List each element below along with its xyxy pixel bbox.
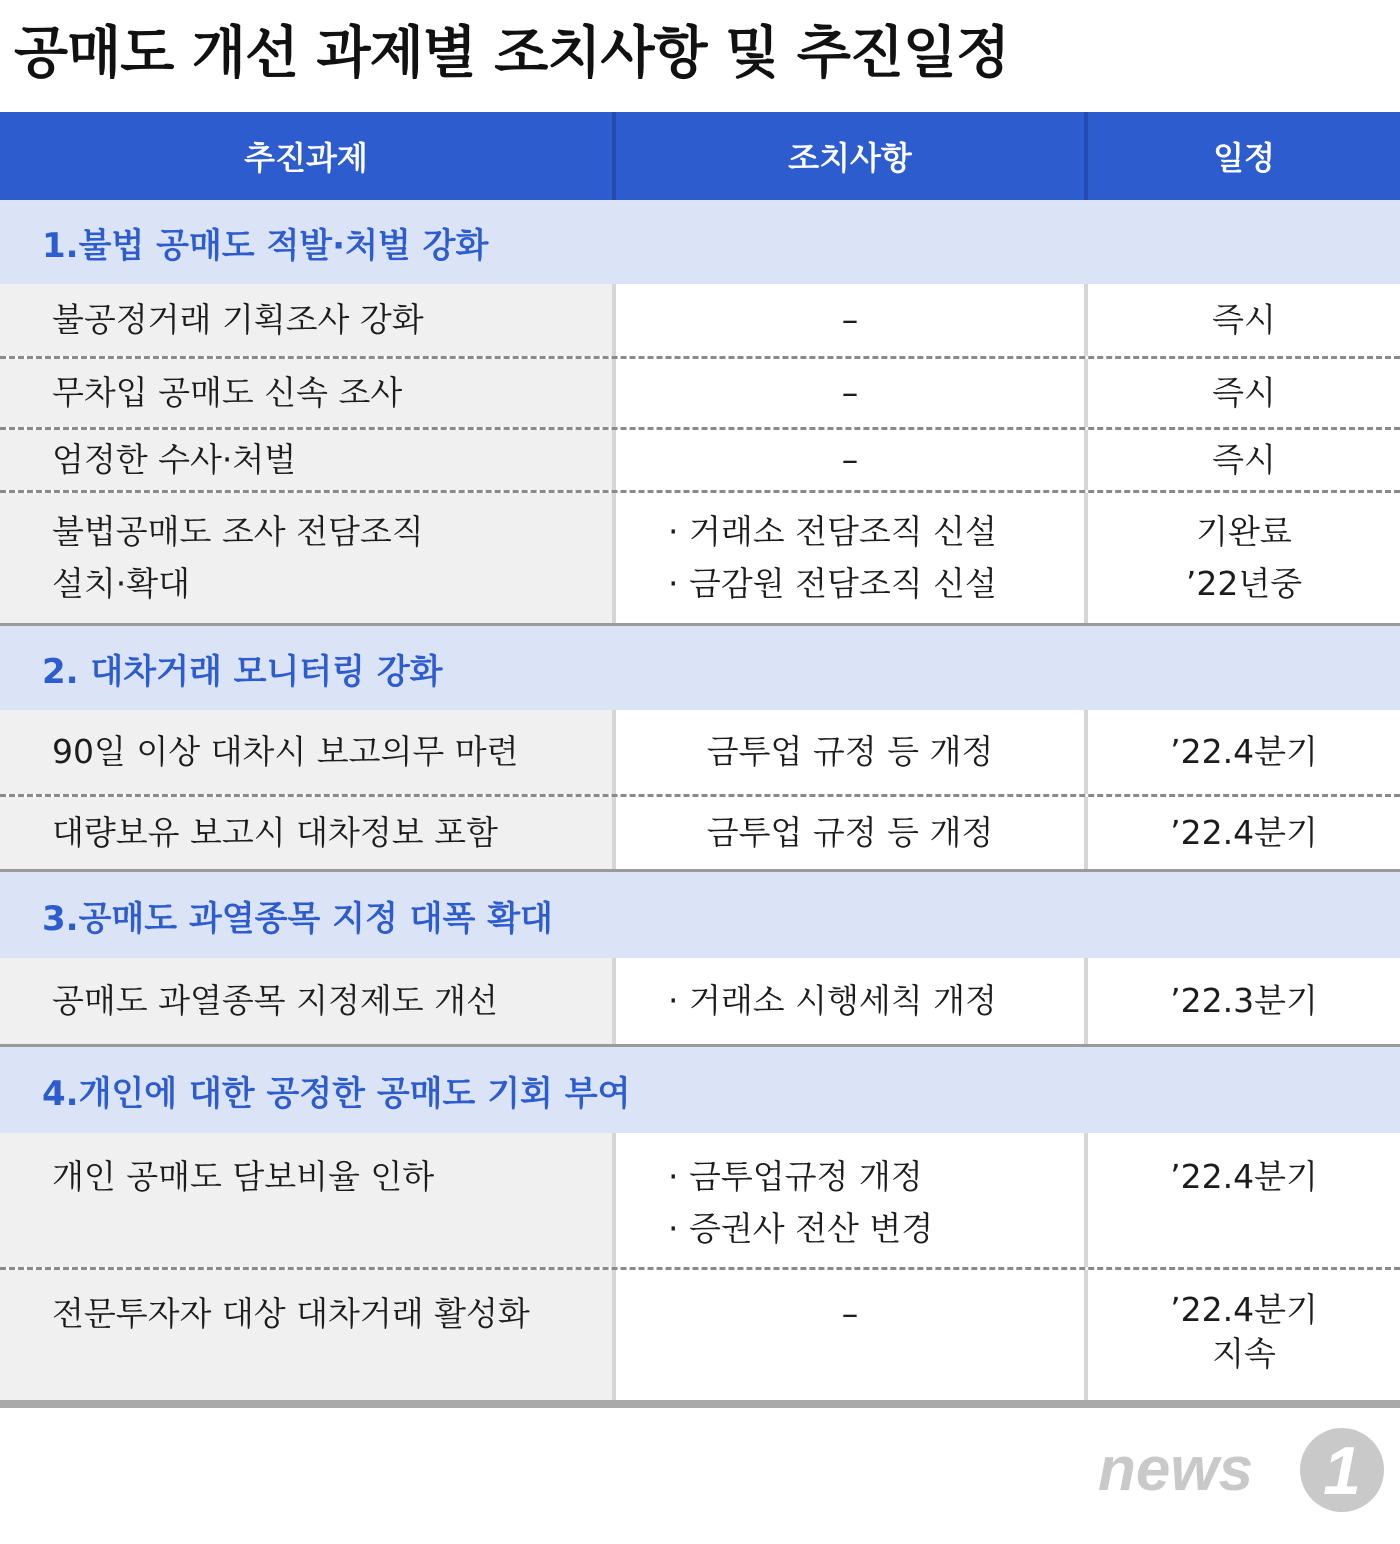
- task-cell: [0, 1270, 616, 1400]
- action-cell: [616, 1270, 1088, 1400]
- task-cell: [0, 958, 616, 1044]
- task-text: 대량보유 보고시 대차정보 포함: [52, 813, 498, 852]
- header-action: 조치사항: [616, 112, 1088, 200]
- action-bullet: · 거래소 전담조직 신설: [668, 506, 1084, 558]
- action-cell: [616, 1133, 1088, 1267]
- task-text: 엄정한 수사·처벌: [52, 440, 297, 479]
- schedule-text: ’22.4분기: [1170, 1290, 1318, 1329]
- action-cell: [616, 710, 1088, 794]
- task-cell: [0, 1133, 616, 1267]
- schedule-text: ’22.4분기: [1170, 813, 1318, 852]
- schedule-text: 즉시: [1212, 300, 1276, 339]
- task-text: 공매도 과열종목 지정제도 개선: [52, 981, 498, 1020]
- table-header: [0, 112, 1400, 200]
- task-cell: [0, 359, 616, 427]
- schedule-text: 즉시: [1212, 373, 1276, 412]
- schedule-cell: [1088, 359, 1400, 427]
- action-cell: [616, 430, 1088, 490]
- action-text: 금투업 규정 등 개정: [706, 813, 994, 852]
- task-text: 전문투자자 대상 대차거래 활성화: [52, 1294, 530, 1333]
- action-cell: [616, 284, 1088, 356]
- section-header-1: 1.불법 공매도 적발·처벌 강화: [0, 200, 1400, 284]
- action-text: –: [841, 440, 859, 479]
- task-cell: [0, 493, 616, 623]
- schedule-cell: [1088, 797, 1400, 869]
- table-row: [0, 710, 1400, 794]
- task-cell: [0, 430, 616, 490]
- table-row: [0, 430, 1400, 490]
- task-cell: [0, 797, 616, 869]
- action-bullet: · 금감원 전담조직 신설: [668, 558, 1084, 610]
- schedule-text: ’22년중: [1185, 564, 1303, 603]
- table-row: [0, 493, 1400, 623]
- schedule-cell: [1088, 958, 1400, 1044]
- schedule-cell: [1088, 284, 1400, 356]
- section-header-4: 4.개인에 대한 공정한 공매도 기회 부여: [0, 1047, 1400, 1133]
- table-row: [0, 797, 1400, 869]
- task-cell: [0, 284, 616, 356]
- table-row: [0, 1270, 1400, 1400]
- schedule-text: 기완료: [1196, 512, 1292, 551]
- action-text: –: [841, 1294, 859, 1333]
- section-header-2: 2. 대차거래 모니터링 강화: [0, 626, 1400, 710]
- table-bottom-border: [0, 1400, 1400, 1408]
- task-text: 개인 공매도 담보비율 인하: [52, 1157, 435, 1196]
- schedule-text: ’22.4분기: [1170, 732, 1318, 771]
- schedule-cell: [1088, 430, 1400, 490]
- action-text: 금투업 규정 등 개정: [706, 732, 994, 771]
- task-cell: [0, 710, 616, 794]
- header-task: 추진과제: [0, 112, 616, 200]
- schedule-text: ’22.3분기: [1170, 981, 1318, 1020]
- logo-wordmark: news: [1098, 1435, 1254, 1504]
- schedule-cell: [1088, 1133, 1400, 1267]
- schedule-cell: [1088, 493, 1400, 623]
- action-bullet: · 금투업규정 개정: [668, 1151, 1084, 1203]
- action-text: –: [841, 300, 859, 339]
- table-row: [0, 1133, 1400, 1267]
- task-text: 무차입 공매도 신속 조사: [52, 373, 403, 412]
- action-bullet: · 증권사 전산 변경: [668, 1203, 1084, 1255]
- schedule-cell: [1088, 1270, 1400, 1400]
- schedule-text: 지속: [1212, 1334, 1276, 1373]
- task-text: 설치·확대: [52, 564, 191, 603]
- action-cell: [616, 359, 1088, 427]
- header-schedule: 일정: [1213, 139, 1275, 177]
- task-text: 불법공매도 조사 전담조직: [52, 512, 424, 551]
- section-header-3: 3.공매도 과열종목 지정 대폭 확대: [0, 872, 1400, 958]
- action-cell: [616, 958, 1088, 1044]
- action-cell: [616, 493, 1088, 623]
- schedule-cell: [1088, 710, 1400, 794]
- table-row: [0, 284, 1400, 356]
- news1-logo: [1090, 1424, 1390, 1514]
- action-cell: [616, 797, 1088, 869]
- action-text: –: [841, 373, 859, 412]
- page-title: 공매도 개선 과제별 조치사항 및 추진일정: [14, 21, 1010, 86]
- schedule-text: 즉시: [1212, 440, 1276, 479]
- task-text: 불공정거래 기획조사 강화: [52, 300, 424, 339]
- table-row: [0, 359, 1400, 427]
- task-text: 90일 이상 대차시 보고의무 마련: [52, 732, 519, 771]
- action-bullet: · 거래소 시행세칙 개정: [668, 975, 1084, 1027]
- table-row: [0, 958, 1400, 1044]
- schedule-table: [0, 112, 1400, 1408]
- logo-mark: 1: [1323, 1433, 1361, 1509]
- schedule-text: ’22.4분기: [1170, 1157, 1318, 1196]
